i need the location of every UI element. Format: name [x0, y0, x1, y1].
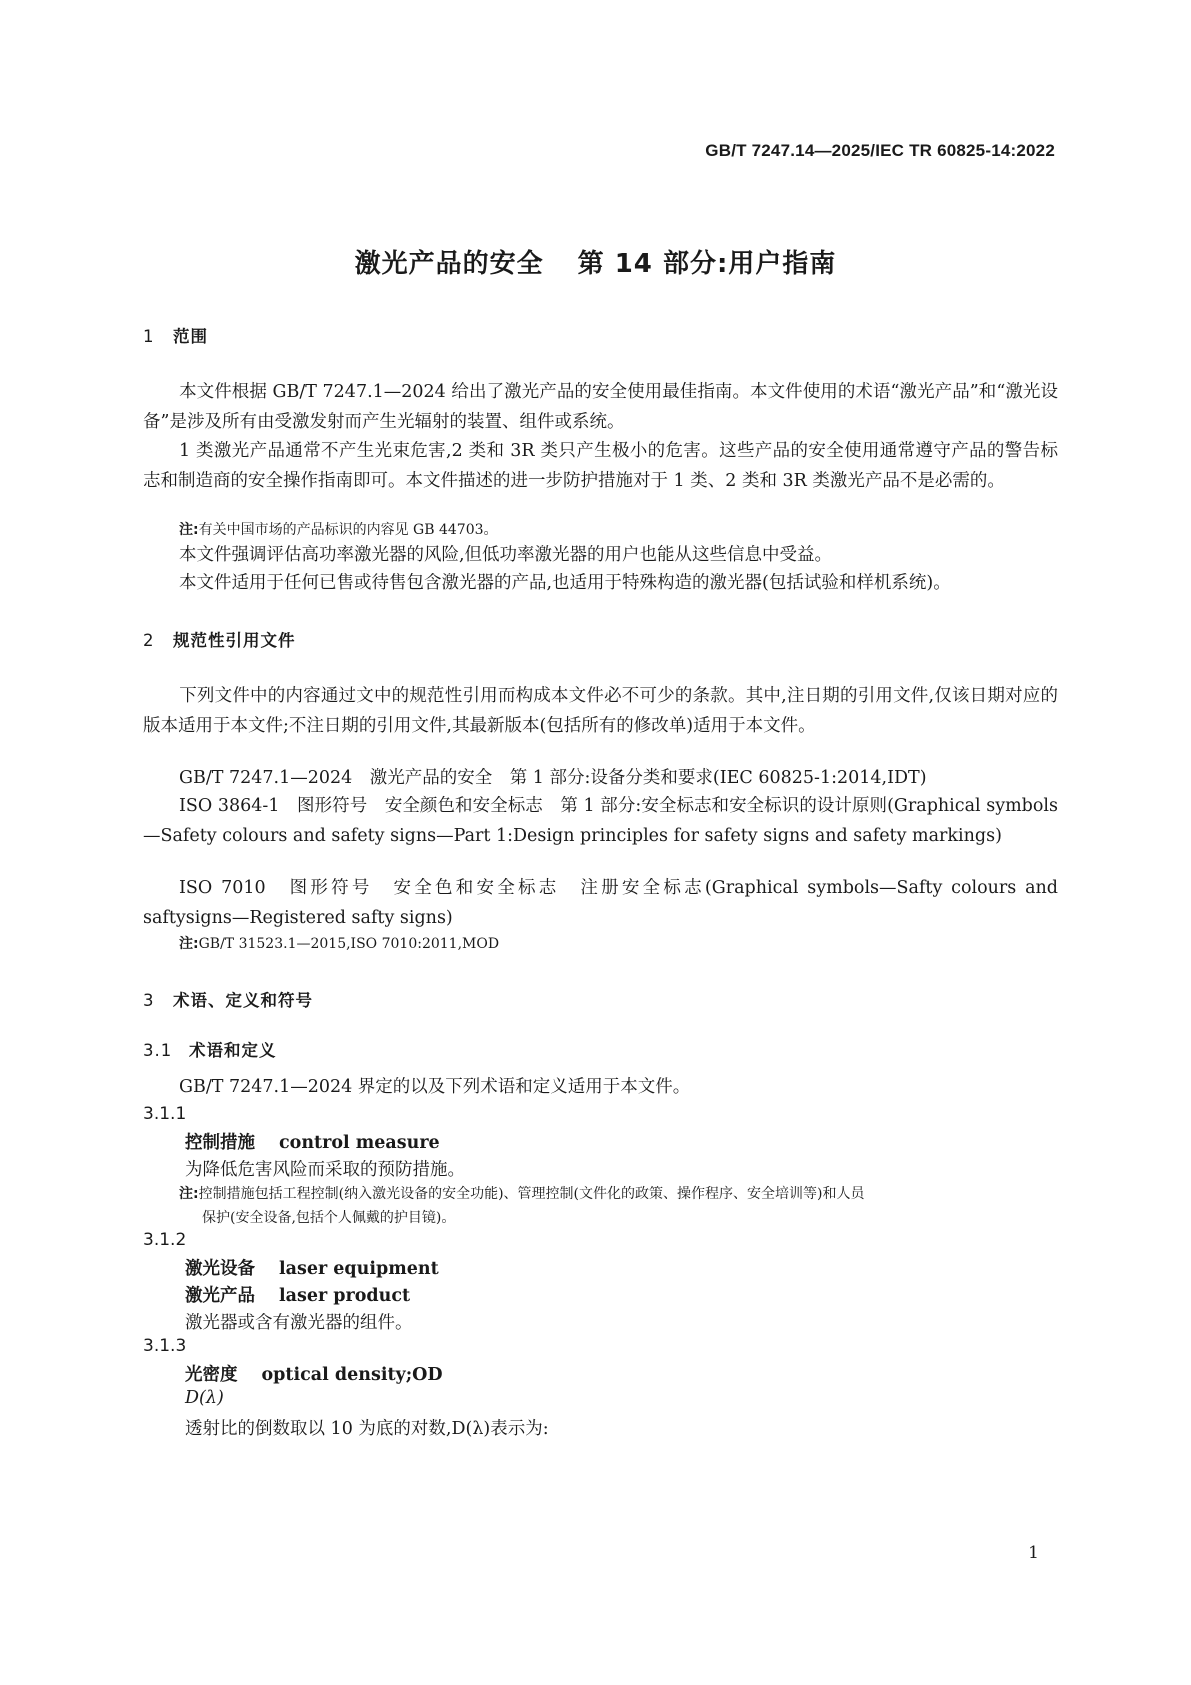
normative-reference-1: GB/T 7247.1—2024 激光产品的安全 第 1 部分:设备分类和要求(IEC 60825-1:2014,IDT): [179, 768, 927, 788]
term-3-1-3-symbol: D(λ): [185, 1388, 224, 1408]
standard-number-header: GB/T 7247.14—2025/IEC TR 60825-14:2022: [705, 141, 1055, 160]
term-3-1-1: 控制措施 control measure: [185, 1133, 440, 1153]
section-3-heading: 3 术语、定义和符号: [143, 991, 313, 1010]
term-3-1-2-synonym: 激光产品 laser product: [185, 1286, 411, 1306]
section-1-paragraph-1: 本文件根据 GB/T 7247.1—2024 给出了激光产品的安全使用最佳指南。本文件使用的术语“激光产品”和“激光设备”是涉及所有由受激发射而产生光辐射的装置、组件或系统。: [143, 382, 1058, 432]
term-3-1-2-definition: 激光器或含有激光器的组件。: [185, 1313, 413, 1333]
normative-reference-3: ISO 7010 图形符号 安全色和安全标志 注册安全标志(Graphical symbols—Safty colours and saftysigns—Registered safty signs): [143, 878, 1058, 928]
normative-reference-2: ISO 3864-1 图形符号 安全颜色和安全标志 第 1 部分:安全标志和安全标识的设计原则(Graphical symbols—Safety colours and safety signs—Part 1:Design principles for safety signs and safety markings): [143, 796, 1058, 846]
title-part1: 激光产品的安全: [354, 249, 544, 279]
section-1-note: 注:有关中国市场的产品标识的内容见 GB 44703。: [179, 522, 498, 538]
term-3-1-3: 光密度 optical density;OD: [185, 1365, 443, 1385]
section-1-paragraph-4: 本文件适用于任何已售或待售包含激光器的产品,也适用于特殊构造的激光器(包括试验和样机系统)。: [179, 573, 951, 593]
page-number: 1: [1028, 1543, 1039, 1563]
subsection-3-1-intro: GB/T 7247.1—2024 界定的以及下列术语和定义适用于本文件。: [179, 1077, 691, 1097]
term-3-1-2-number: 3.1.2: [143, 1230, 187, 1250]
section-1-heading: 1 范围: [143, 327, 208, 346]
document-title: [0, 243, 1191, 280]
section-2-paragraph-1: 下列文件中的内容通过文中的规范性引用而构成本文件必不可少的条款。其中,注日期的引用文件,仅该日期对应的版本适用于本文件;不注日期的引用文件,其最新版本(包括所有的修改单)适用于本文件。: [143, 686, 1058, 736]
section-1-paragraph-3: 本文件强调评估高功率激光器的风险,但低功率激光器的用户也能从这些信息中受益。: [179, 545, 833, 565]
term-3-1-1-definition: 为降低危害风险而采取的预防措施。: [185, 1160, 465, 1180]
term-3-1-3-number: 3.1.3: [143, 1336, 187, 1356]
term-3-1-1-note-line-2: 保护(安全设备,包括个人佩戴的护目镜)。: [202, 1210, 456, 1226]
title-part2: 第 14 部分:用户指南: [577, 249, 837, 279]
term-3-1-1-number: 3.1.1: [143, 1104, 187, 1124]
term-3-1-1-note: 注:控制措施包括工程控制(纳入激光设备的安全功能)、管理控制(文件化的政策、操作程序、安全培训等)和人员: [179, 1186, 865, 1202]
term-3-1-2: 激光设备 laser equipment: [185, 1259, 439, 1279]
section-1-paragraph-2: 1 类激光产品通常不产生光束危害,2 类和 3R 类只产生极小的危害。这些产品的安全使用通常遵守产品的警告标志和制造商的安全操作指南即可。本文件描述的进一步防护措施对于 1 类、2 类和 3R 类激光产品不是必需的。: [143, 441, 1058, 491]
section-2-note: 注:GB/T 31523.1—2015,ISO 7010:2011,MOD: [179, 936, 500, 952]
section-2-heading: 2 规范性引用文件: [143, 631, 296, 650]
term-3-1-3-definition: 透射比的倒数取以 10 为底的对数,D(λ)表示为:: [185, 1419, 549, 1439]
subsection-3-1-heading: 3.1 术语和定义: [143, 1041, 277, 1060]
